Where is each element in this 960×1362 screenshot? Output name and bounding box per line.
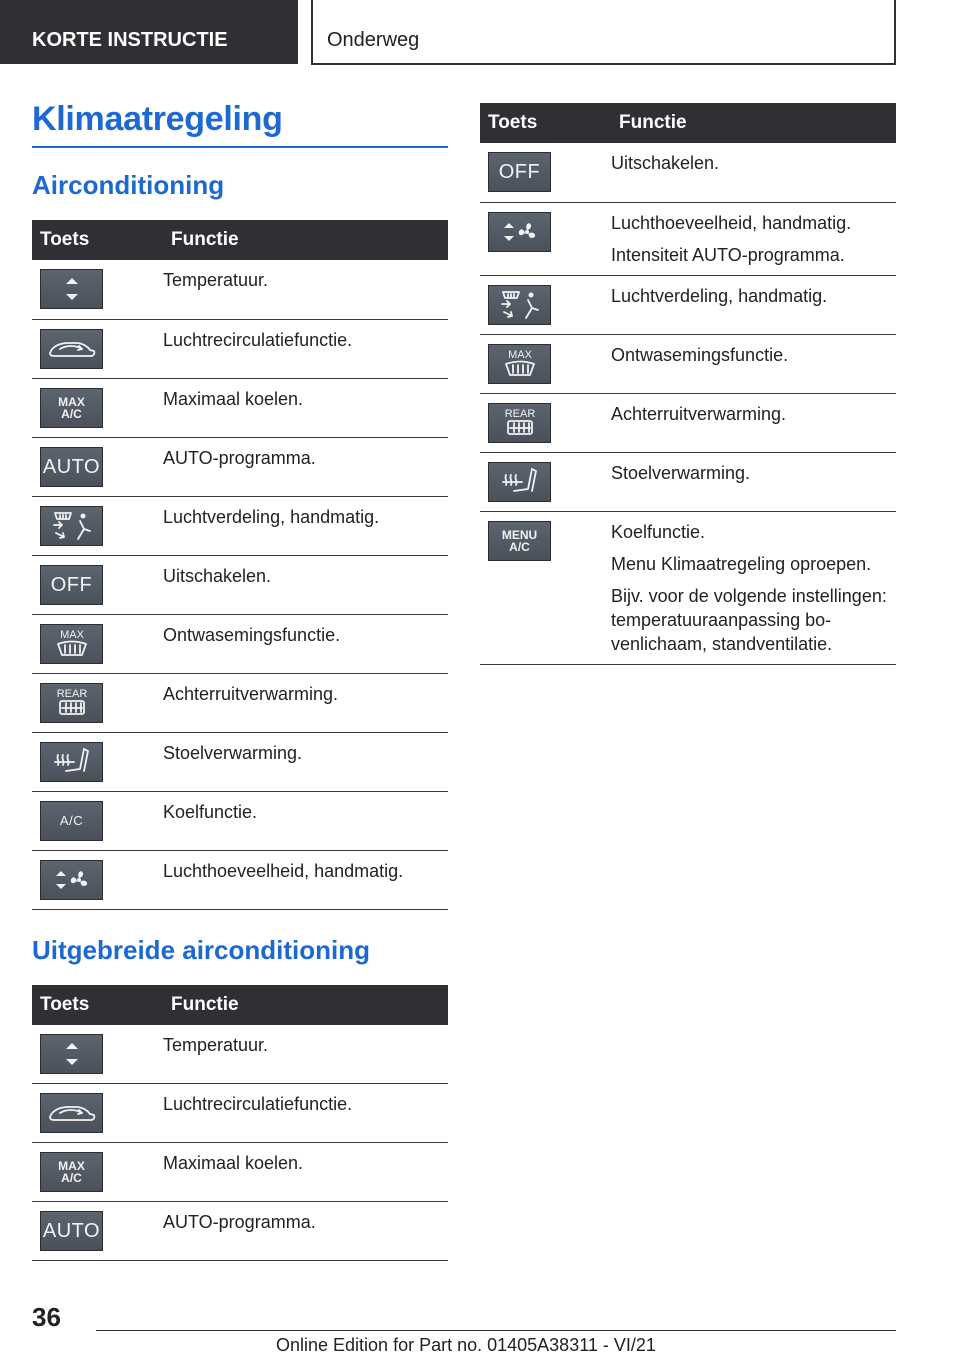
seat-heating-icon xyxy=(488,462,551,502)
key-cell xyxy=(32,850,163,909)
function-text: Maximaal koelen. xyxy=(163,388,304,409)
key-cell xyxy=(32,260,163,319)
key-label: OFF xyxy=(498,161,541,183)
key-cell xyxy=(32,1202,163,1261)
function-text: Uitschakelen. xyxy=(163,565,272,586)
air-distribution-icon xyxy=(488,285,551,325)
key-cell xyxy=(480,511,611,664)
table-row xyxy=(32,1202,448,1261)
key-label: MAX xyxy=(59,628,84,641)
page-number: 36 xyxy=(32,1302,61,1332)
footer-edition: Online Edition for Part no. 01405A38311 - VI/21 xyxy=(276,1335,656,1355)
function-cell xyxy=(163,1202,448,1261)
max-ac-icon xyxy=(40,1152,103,1192)
function-cell xyxy=(163,260,448,319)
function-text: Temperatuur. xyxy=(163,270,269,290)
function-cell xyxy=(163,319,448,378)
table-row xyxy=(32,555,448,614)
table-row xyxy=(32,378,448,437)
function-text: Menu Klimaatregeling oproepen. xyxy=(611,553,872,574)
function-cell xyxy=(163,555,448,614)
table-row xyxy=(480,275,896,334)
function-cell xyxy=(163,378,448,437)
key-label: MAX xyxy=(507,348,532,361)
table-row xyxy=(480,202,896,275)
key-label: REAR xyxy=(56,687,87,700)
table-row xyxy=(480,511,896,664)
max-defrost-icon xyxy=(40,624,103,664)
function-text: Intensiteit AUTO-programma. xyxy=(611,244,845,265)
temperature-arrows-icon xyxy=(40,1034,103,1074)
table-row xyxy=(32,437,448,496)
key-cell xyxy=(32,319,163,378)
table-row xyxy=(32,614,448,673)
function-text: Luchtverdeling, handmatig. xyxy=(611,285,828,306)
recirculation-icon xyxy=(40,1093,103,1133)
key-table-airconditioning xyxy=(32,220,448,910)
table-row xyxy=(32,1084,448,1143)
function-cell xyxy=(163,1084,448,1143)
key-cell xyxy=(32,437,163,496)
function-text: Koelfunctie. xyxy=(611,521,706,542)
key-cell xyxy=(32,1084,163,1143)
table-row xyxy=(480,393,896,452)
fan-speed-icon xyxy=(488,212,551,252)
seat-heating-icon xyxy=(40,742,103,782)
function-cell xyxy=(163,614,448,673)
table-row xyxy=(32,850,448,909)
auto-icon xyxy=(40,1211,103,1251)
air-distribution-icon xyxy=(40,506,103,546)
function-cell xyxy=(611,202,896,275)
table-row xyxy=(32,1143,448,1202)
function-cell xyxy=(163,1143,448,1202)
function-cell xyxy=(163,437,448,496)
column-header-function: Functie xyxy=(611,103,896,143)
function-text: Achterruitverwarming. xyxy=(163,683,339,704)
column-header-function: Functie xyxy=(163,985,448,1025)
function-text: AUTO-programma. xyxy=(163,1212,316,1232)
key-cell xyxy=(480,393,611,452)
table-row xyxy=(32,791,448,850)
key-label: A/C xyxy=(59,812,84,828)
key-cell xyxy=(480,202,611,275)
function-cell xyxy=(163,850,448,909)
function-text: Stoelverwarming. xyxy=(163,742,303,763)
function-text: Luchtverdeling, handmatig. xyxy=(163,506,380,527)
key-label: AUTO xyxy=(42,455,101,478)
column-header-key: Toets xyxy=(32,985,163,1025)
function-text: Stoelverwarming. xyxy=(611,462,751,483)
rear-defrost-icon xyxy=(40,683,103,723)
key-cell xyxy=(480,275,611,334)
table-row xyxy=(32,496,448,555)
function-text: Maximaal koelen. xyxy=(163,1153,304,1173)
function-cell xyxy=(163,732,448,791)
function-text: Uitschakelen. xyxy=(611,153,720,173)
function-cell xyxy=(163,1025,448,1084)
key-label: MENU A/C xyxy=(501,527,538,554)
key-table-extended-airconditioning xyxy=(32,985,448,1262)
column-header-key: Toets xyxy=(32,220,163,260)
function-cell xyxy=(163,673,448,732)
key-label: REAR xyxy=(504,407,535,420)
function-cell xyxy=(163,496,448,555)
key-cell xyxy=(32,791,163,850)
function-cell xyxy=(611,452,896,511)
key-cell xyxy=(32,555,163,614)
chapter-tab[interactable]: Onderweg xyxy=(311,0,896,65)
key-label: AUTO xyxy=(42,1220,101,1242)
function-text: Luchthoeveelheid, handmatig. xyxy=(611,212,852,233)
function-text: Luchtrecirculatiefunctie. xyxy=(163,1094,353,1114)
key-label: MAX A/C xyxy=(58,1159,85,1185)
key-cell xyxy=(480,452,611,511)
function-cell xyxy=(611,511,896,664)
header-bar xyxy=(0,0,960,66)
key-cell xyxy=(32,1025,163,1084)
off-icon xyxy=(40,565,103,605)
max-defrost-icon xyxy=(488,344,551,384)
function-cell xyxy=(611,143,896,202)
function-text: Ontwasemingsfunctie. xyxy=(611,344,789,365)
column-header-function: Functie xyxy=(163,220,448,260)
temperature-arrows-icon xyxy=(40,269,103,309)
max-ac-icon xyxy=(40,388,103,428)
off-icon xyxy=(488,152,551,192)
function-text: Luchtrecirculatiefunctie. xyxy=(163,329,353,350)
table-row xyxy=(32,732,448,791)
key-cell xyxy=(32,673,163,732)
table-row xyxy=(32,673,448,732)
table-row xyxy=(480,143,896,202)
key-table-extended-continued xyxy=(480,103,896,665)
auto-icon xyxy=(40,447,103,487)
function-cell xyxy=(611,275,896,334)
function-cell xyxy=(163,791,448,850)
table-row xyxy=(32,260,448,319)
menu-ac-icon xyxy=(488,521,551,561)
key-cell xyxy=(480,143,611,202)
ac-icon xyxy=(40,801,103,841)
function-text: AUTO-programma. xyxy=(163,447,316,468)
column-header-key: Toets xyxy=(480,103,611,143)
key-cell xyxy=(32,496,163,555)
fan-speed-icon xyxy=(40,860,103,900)
page-title: Klimaatregeling xyxy=(32,100,448,148)
key-cell xyxy=(32,378,163,437)
key-cell xyxy=(32,1143,163,1202)
function-cell xyxy=(611,334,896,393)
table-row xyxy=(480,452,896,511)
function-text: Temperatuur. xyxy=(163,1034,269,1055)
function-text: Achterruitverwarming. xyxy=(611,403,787,424)
key-cell xyxy=(32,732,163,791)
key-label: MAX A/C xyxy=(58,394,85,421)
key-label: OFF xyxy=(50,573,93,596)
right-column xyxy=(480,103,896,665)
footer-divider xyxy=(96,1330,896,1331)
function-text: Luchthoeveelheid, handmatig. xyxy=(163,860,404,881)
function-cell xyxy=(611,393,896,452)
table-row xyxy=(32,319,448,378)
function-text: Bijv. voor de volgende instellingen: temperatuuraanpassing bovenlichaam, standventilatie. xyxy=(611,585,887,654)
recirculation-icon xyxy=(40,329,103,369)
section-heading-airconditioning: Airconditioning xyxy=(32,170,225,200)
section-tab[interactable]: KORTE INSTRUCTIE xyxy=(0,0,298,64)
function-text: Koelfunctie. xyxy=(163,801,258,822)
key-cell xyxy=(32,614,163,673)
key-cell xyxy=(480,334,611,393)
table-row xyxy=(480,334,896,393)
function-text: Ontwasemingsfunctie. xyxy=(163,624,341,645)
section-heading-extended-airconditioning: Uitgebreide airconditioning xyxy=(32,934,371,965)
table-row xyxy=(32,1025,448,1084)
rear-defrost-icon xyxy=(488,403,551,443)
left-column xyxy=(32,100,448,1261)
